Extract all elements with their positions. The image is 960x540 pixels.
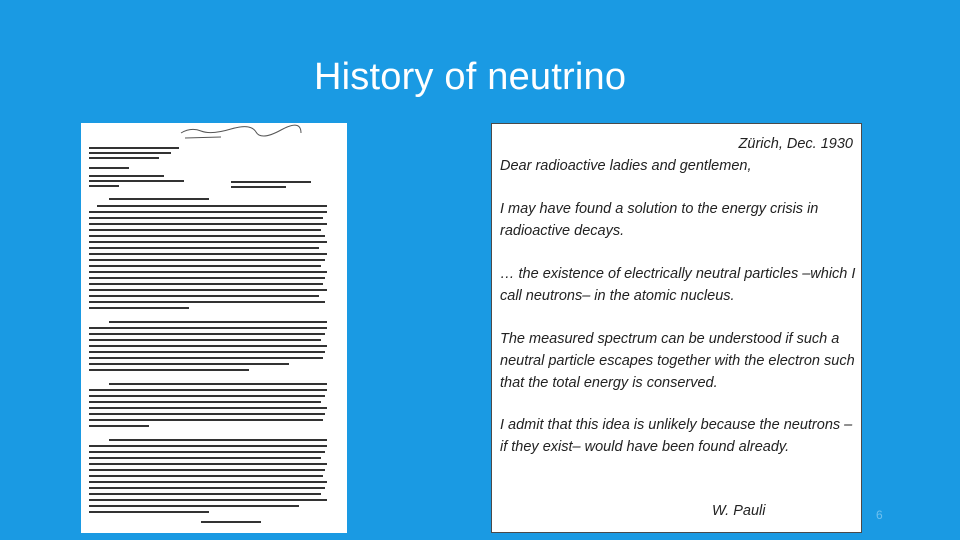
typewritten-text-block [89, 147, 327, 523]
letter-scan-text-image [81, 123, 347, 533]
letter-paragraph-1: I may have found a solution to the energy crisis in radioactive decays. [500, 201, 819, 239]
pauli-letter-scan-image [81, 123, 347, 533]
letter-paragraph-2: … the existence of electrically neutral particles –which I call neutrons– in the atomic nucleus. [500, 266, 856, 304]
slide-page-number: 6 [876, 508, 883, 522]
letter-paragraph-4: I admit that this idea is unlikely because the neutrons –if they exist– would have been found already. [500, 417, 853, 455]
letter-signature: W. Pauli [712, 503, 766, 519]
letter-salutation: Dear radioactive ladies and gentlemen, [500, 158, 752, 174]
letter-paragraph-3: The measured spectrum can be understood if such a neutral particle escapes together with the electron such that the total energy is conserved. [500, 331, 855, 391]
letter-translation-box [491, 123, 862, 533]
letter-date-line: Zürich, Dec. 1930 [738, 136, 853, 152]
slide-title: History of neutrino [314, 56, 627, 98]
handwritten-annotation-scribble [181, 125, 301, 138]
